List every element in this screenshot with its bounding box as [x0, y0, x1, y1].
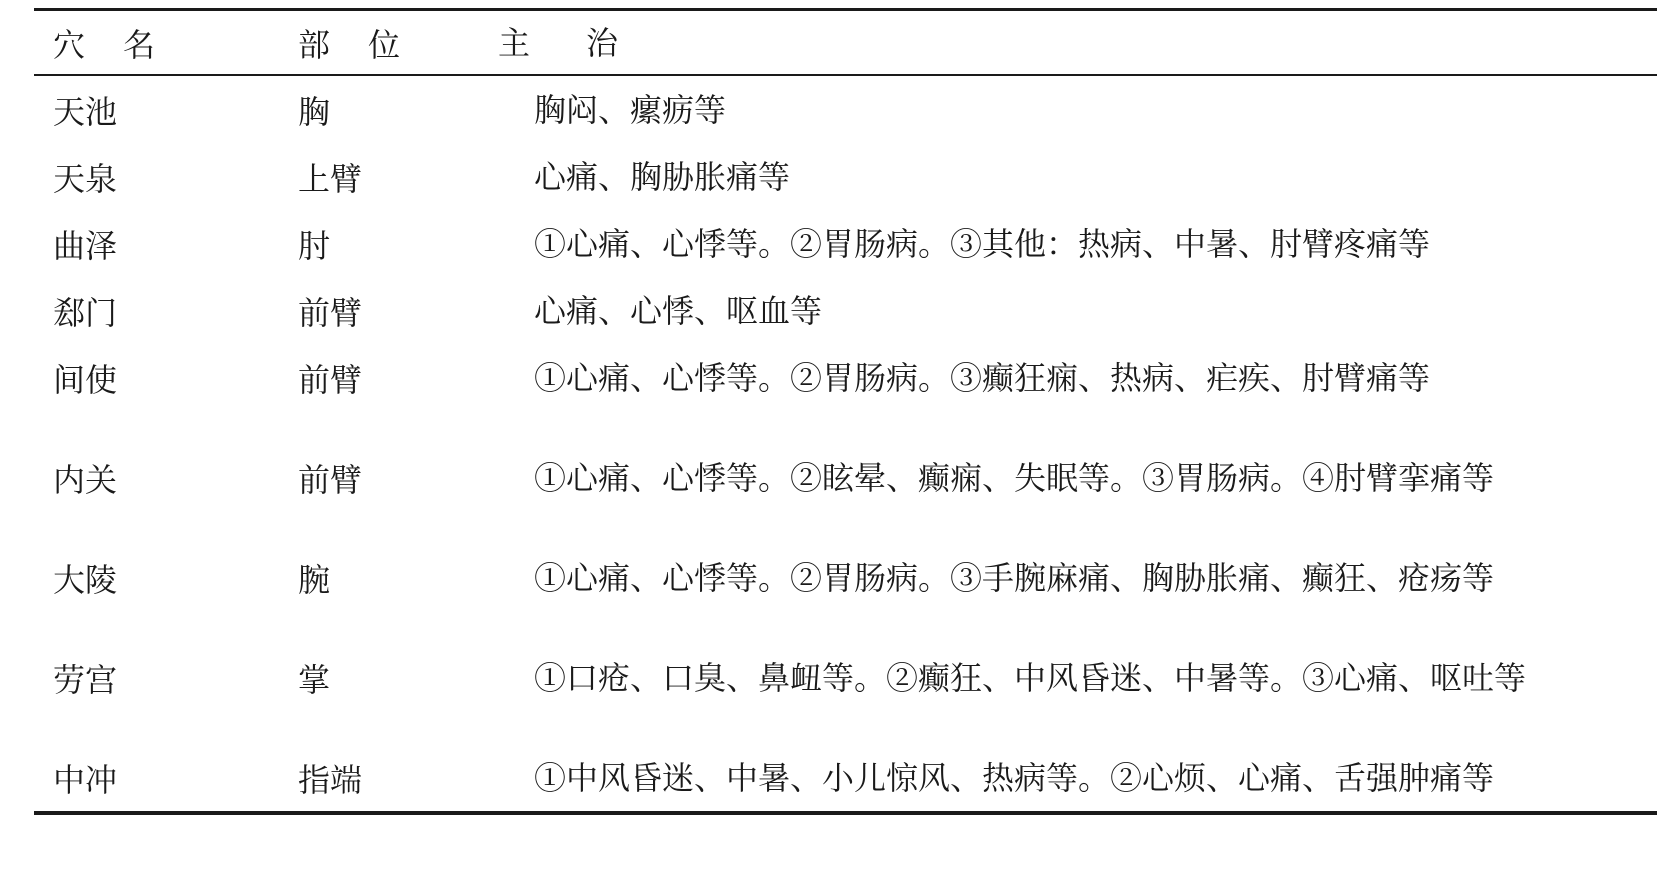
cell-location: [298, 154, 498, 200]
cell-location: [298, 221, 498, 267]
header-cell-location: [298, 20, 498, 66]
cell-treatment: [498, 550, 1657, 606]
cell-name: [34, 87, 298, 133]
cell-location: [298, 87, 498, 133]
cell-name-text: 大陵: [53, 560, 118, 599]
header-treatment-label: 主治: [498, 23, 675, 62]
cell-treatment-text: ①中风昏迷、中暑、小儿惊风、热病等。②心烦、心痛、舌强肿痛等: [534, 758, 1495, 797]
table-row: [34, 143, 1657, 210]
cell-name: [34, 655, 298, 701]
cell-name-text: 劳宫: [53, 660, 118, 699]
cell-treatment: [498, 450, 1657, 506]
cell-location-text: 指端: [298, 760, 363, 799]
cell-treatment: [498, 283, 1657, 339]
cell-treatment: [498, 650, 1657, 706]
cell-treatment-text: ①心痛、心悸等。②胃肠病。③其他：热病、中暑、肘臂疼痛等: [534, 224, 1431, 263]
acupoint-table: [34, 8, 1657, 815]
cell-location: [298, 755, 498, 801]
table-row: [34, 76, 1657, 143]
cell-name-text: 曲泽: [53, 226, 118, 265]
cell-location: [298, 355, 498, 401]
cell-name-text: 内关: [53, 460, 118, 499]
cell-location: [298, 288, 498, 334]
cell-treatment: [498, 350, 1657, 406]
cell-name: [34, 221, 298, 267]
cell-name-text: 中冲: [53, 760, 118, 799]
header-location-label: 部位: [298, 25, 439, 64]
cell-location: [298, 655, 498, 701]
cell-name: [34, 755, 298, 801]
cell-treatment: [498, 750, 1657, 806]
cell-name: [34, 154, 298, 200]
table-row: [34, 544, 1657, 611]
table-row: [34, 611, 1657, 744]
cell-location-text: 上臂: [298, 159, 363, 198]
cell-location-text: 胸: [298, 92, 331, 131]
cell-treatment: [498, 216, 1657, 272]
cell-name-text: 天泉: [53, 159, 118, 198]
header-cell-treatment: [498, 15, 1657, 71]
cell-name: [34, 555, 298, 601]
cell-treatment-text: ①口疮、口臭、鼻衄等。②癫狂、中风昏迷、中暑等。③心痛、呕吐等: [534, 658, 1527, 697]
cell-name: [34, 288, 298, 334]
cell-treatment-text: ①心痛、心悸等。②胃肠病。③癫狂痫、热病、疟疾、肘臂痛等: [534, 358, 1431, 397]
cell-treatment-text: 心痛、胸胁胀痛等: [534, 157, 791, 196]
cell-location: [298, 455, 498, 501]
cell-treatment-text: ①心痛、心悸等。②胃肠病。③手腕麻痛、胸胁胀痛、癫狂、疮疡等: [534, 558, 1495, 597]
cell-name: [34, 455, 298, 501]
cell-treatment-text: ①心痛、心悸等。②眩晕、癫痫、失眠等。③胃肠病。④肘臂挛痛等: [534, 458, 1495, 497]
header-name-label: 穴名: [53, 25, 194, 64]
cell-treatment-text: 胸闷、瘰疬等: [534, 90, 727, 129]
cell-name-text: 间使: [53, 360, 118, 399]
cell-location-text: 腕: [298, 560, 331, 599]
table-row: [34, 344, 1657, 411]
table-row: [34, 210, 1657, 277]
cell-treatment-text: 心痛、心悸、呕血等: [534, 291, 823, 330]
table-row: [34, 744, 1657, 811]
cell-treatment: [498, 149, 1657, 205]
cell-location: [298, 555, 498, 601]
cell-name-text: 天池: [53, 92, 118, 131]
cell-treatment: [498, 82, 1657, 138]
cell-name-text: 郄门: [53, 293, 118, 332]
table-header-row: [34, 11, 1657, 74]
cell-location-text: 前臂: [298, 460, 363, 499]
header-cell-name: [34, 20, 298, 66]
cell-location-text: 前臂: [298, 293, 363, 332]
cell-location-text: 前臂: [298, 360, 363, 399]
cell-location-text: 肘: [298, 226, 331, 265]
table-bottom-rule: [34, 811, 1657, 815]
cell-location-text: 掌: [298, 660, 331, 699]
table-row: [34, 411, 1657, 544]
table-row: [34, 277, 1657, 344]
cell-name: [34, 355, 298, 401]
